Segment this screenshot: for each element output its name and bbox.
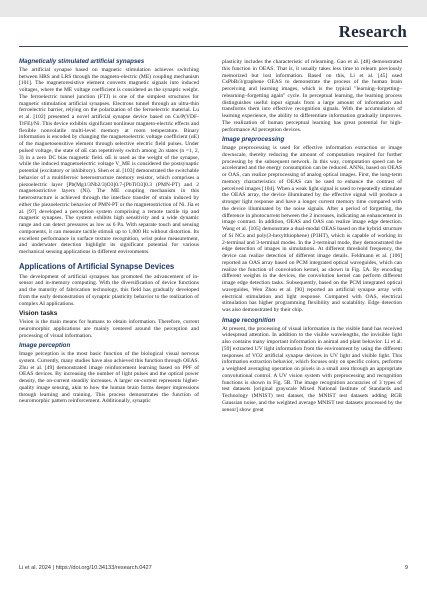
page-footer [19,565,408,575]
journal-logo: Research [338,22,407,41]
paragraph-vision-intro: Vision is the main means for humans to obtain information. Therefore, current neuromorphic applications are mainly centered around the perception and processing of visual information. [19,319,199,339]
paragraph-applications-intro: The development of artificial synapses has promoted the advancement of in-sensor and in-memory computing. With the diversification of device functions and the maturity of fabrication technology, this field has gradually developed from the early demonstration of synaptic plasticity behavior to the realization of complex AI applications. [19,273,199,307]
page-number: 9 [404,565,408,571]
subsection-title-magnetic: Magnetically stimulated artificial synapses [19,58,145,65]
left-column [19,59,199,405]
paragraph-image-perception: Image perception is the most basic function of the biological visual nervous system. Currently, many studies have also achieved this function through OEAS. Zhu et al. [49] demonstrated image reinforcement learning based on PPF of OEAS devices. By increasing the number of light pulses and the optical power density, the on-current steadily increases. A larger on-current represents higher-quality image sensing, akin to how the human brain forms deeper impressions through learning and training. This process demonstrates the function of neuromorphic pattern reinforcement. Additionally, synaptic [19,351,199,405]
header-rule [19,46,408,47]
paragraph-perception-continued: plasticity includes the characteristic of relearning. Gao et al. [48] demonstrated this function in OEAS. That is, it usually takes less time to relearn previously memorized but lost information. Based on this, Li et al. [45] used CsPbBr3/graphene OEAS to demonstrate the process of the human brain perceiving and learning images, which is the typical "learning–forgetting–relearning–forgetting again" cycle. In perceptual learning, the learning process distinguishes useful input signals from a large amount of information and transforms them into effective recognition signals. With the accumulation of learning experience, the ability to differentiate information gradually improves. The realization of human perceptual learning has great potential for high-performance AI perception devices. [222,59,402,133]
section-title-applications: Applications of Artificial Synapse Devices [19,261,175,271]
footer-citation-link[interactable]: Li et al. 2024 | https://doi.org/10.34133/research.0427 [19,565,152,571]
subsection-title-recognition: Image recognition [222,316,276,324]
right-column [222,59,402,413]
subsection-title-preprocessing: Image preprocessing [222,136,285,144]
paragraph-preprocessing: Image preprocessing is used for effective information extraction or image downscale, thereby reducing the amount of computation required for further processing by the subsequent network. In this way, computation speed can be accelerated and the energy consumption can be reduced. ANNs, based on OEAS or OAS, can realize preprocessing of analog optical images. First, the long-term memory characteristics of OEAS can be used to enhance the contrast of perceived images [104]. When a weak light signal is used to repeatedly stimulate the OEAS array, the device illuminated by the effective signal will produce a stronger light response and have a longer current memory time compared with the device illuminated by the noise signals. After a period of forgetting, the difference in photocurrent between the 2 increases, indicating an enhancement in image contrast. In addition, OEAS and OAS can realize image edge detection. Wang et al. [105] demonstrate a dual-modal OEAS based on the hybrid structure of Si NCs and poly(3-hexylthiophene) (P3HT), which is capable of working in 2-terminal and 3-terminal modes. In the 2-terminal mode, they demonstrated the edge detection of images in simulations. At different threshold frequency, the device can realize detection of different image details. Feldmann et al. [106] reported an OAS array based on PCM integrated optical waveguides, which can realize the function of convolution kernel, as shown in Fig. 5A. By encoding different weights in the devices, the convolution kernel can perform different image edge detection tasks. Subsequently, based on the PCM integrated optical waveguides, Wen Zhou et al. [90] reported an artificial synapse array with electrical stimulation and light response. Compared with OAS, electrical stimulation has higher programming flexibility and scalability. Edge detection was also demonstrated by their chip. [222,145,402,313]
top-band [0,0,427,17]
paragraph-magnetic-synapses: The artificial synapse based on magnetic stimulation achieves switching between HRS and LRS through the magneto-electric (ME) coupling mechanism [101]. The magnetoresistive element converts magnetic signals into induced voltages, where the ME voltage coefficient is considered as the synaptic weight. The ferroelectric tunnel junction (FTJ) is one of the simplest structures for magnetic stimulation artificial synapses. Electrons tunnel through an ultra-thin ferroelectric barrier, relying on the polarization of the ferroelectric material. Lu et al. [102] presented a novel artificial synapse device based on Cu/P(VDF-TrFE)/Ni. This device exhibits significant nonlinear magneto-electric effects and flexible nonvolatile multi-level memory at room temperature. Binary information is encoded by changing the magnetoelectric voltage coefficient (αE) of the magnetosensitive element through selective electric field pulses. Under pulsed voltage, the state of αE can repetitively switch among 2n states (n =1, 2, 3) in a zero DC bias magnetic field. αE is used as the weight of the synapse, while the induced magnetoelectric voltage V_ME is considered the postsynaptic potential (excitatory or inhibitory). Shen et al. [103] demonstrated the switchable behavior of a multiferroic heterostructure memory resistor, which comprises a piezoelectric layer [Pb(Mg1/3Nb2/3)O3]0.7-[PbTiO3]0.3 (PMN-PT) and 2 magnetostrictive layers (Ni). The ME coupling mechanism in this heterostructure is achieved through the interface transfer of strain induced by either the piezoelectric behavior of PMN-PT or the magnetostriction of Ni. Jia et al. [97] developed a perception system comprising a remote tactile tip and magnetic synapses. The system exhibits high sensitivity and a wide dynamic range and can detect pressures as low as 6 Pa. With separate touch and sensing components, it can measure tactile stimuli up to 1,000 Hz without distortion. Its excellent performance in surface texture recognition, wrist pulse measurement, and underwater detection highlight its significant potential for various mechanical sensing applications in different environments. [19,66,199,255]
subsection-title-image-perception: Image perception [19,342,71,350]
subsection-title-vision: Vision tasks [19,310,58,318]
paragraph-recognition: At present, the processing of visual information in the visible band has received widespread attention. In addition to the visible wavelengths, the invisible light also contains many important information in animal and plant behavior. Li et al. [59] extracted UV light information from the environment by using the different responses of VO2 artificial synapse devices in UV light and visible light. This information extraction behavior, which focuses only on specific colors, performs a weighted averaging operation on pixels in a small area through an appropriate convolutional control. A UV vision system with preprocessing and recognition functions is shown in Fig. 5B. The image recognition accuracies of 3 types of test datasets [original grayscale Mixed National Institute of Standards and Technology (MNIST) test dataset, the MNIST test datasets adding RGB Gaussian noise, and the weighted average MNIST test datasets processed by the sensor] show great [222,325,402,413]
